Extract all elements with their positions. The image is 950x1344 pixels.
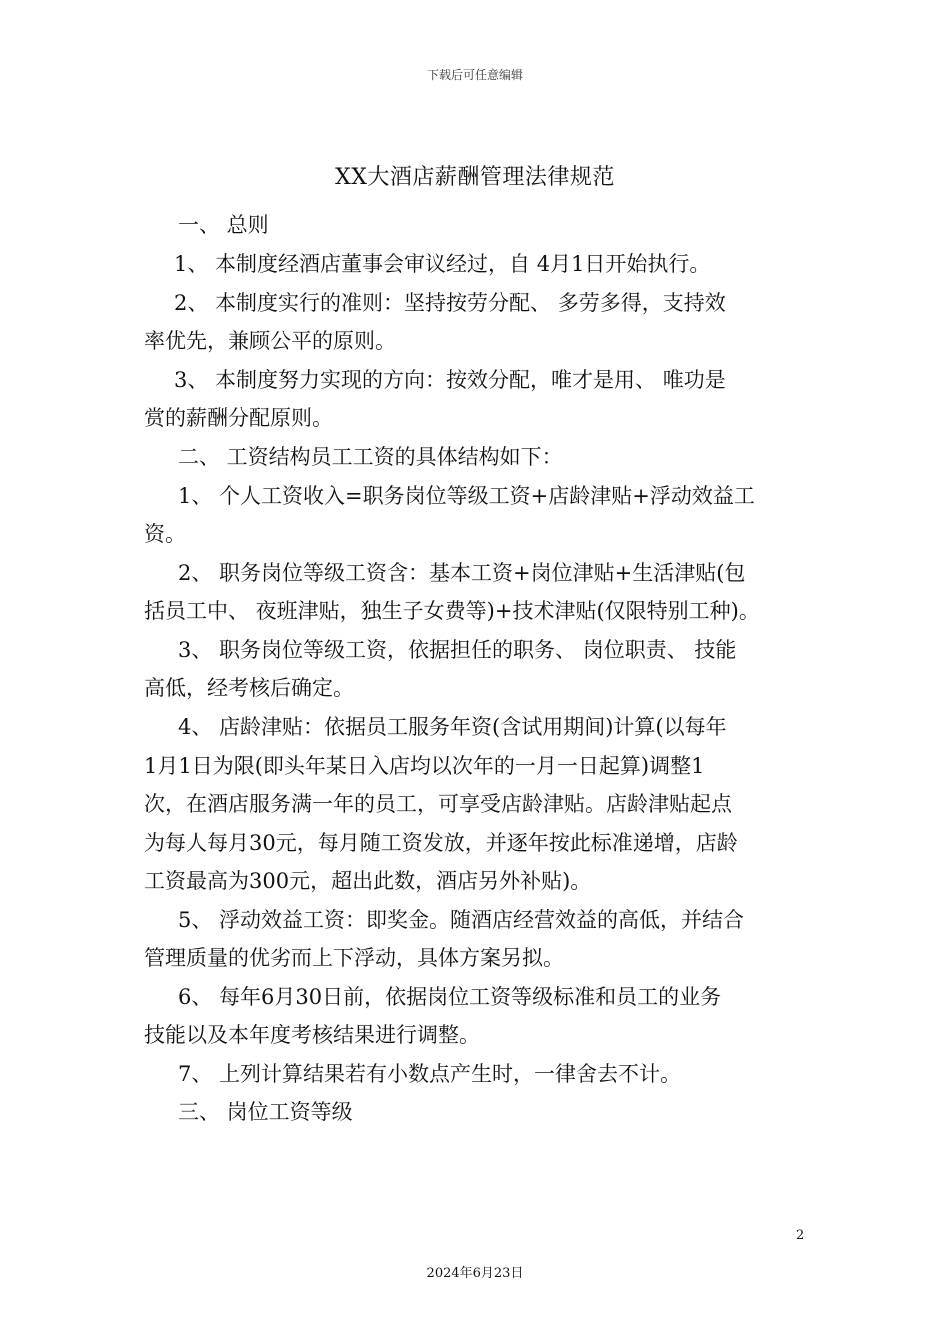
- paragraph-line: 率优先，兼顾公平的原则。: [144, 329, 396, 353]
- paragraph-line: 6、 每年6月30日前，依据岗位工资等级标准和员工的业务: [178, 985, 722, 1009]
- paragraph-line: 括员工中、 夜班津贴，独生子女费等)+技术津贴(仅限特别工种)。: [144, 599, 760, 623]
- paragraph-line: 3、 本制度努力实现的方向：按效分配，唯才是用、 唯功是: [174, 368, 726, 392]
- paragraph-line: 3、 职务岗位等级工资，依据担任的职务、 岗位职责、 技能: [178, 638, 737, 662]
- section-heading: 二、 工资结构员工工资的具体结构如下：: [178, 445, 563, 469]
- paragraph-line: 赏的薪酬分配原则。: [144, 406, 333, 430]
- section-heading: 一、 总则: [178, 213, 269, 237]
- paragraph-line: 管理质量的优劣而上下浮动，具体方案另拟。: [144, 946, 564, 970]
- paragraph-line: 高低，经考核后确定。: [144, 676, 354, 700]
- paragraph-line: 1、 本制度经酒店董事会审议经过，自 4月1日开始执行。: [174, 252, 711, 276]
- paragraph-line: 1月1日为限(即头年某日入店均以次年的一月一日起算)调整1: [144, 754, 705, 778]
- paragraph-line: 工资最高为300元，超出此数，酒店另外补贴)。: [144, 869, 592, 893]
- paragraph-line: 技能以及本年度考核结果进行调整。: [144, 1023, 480, 1047]
- page-header: 下载后可任意编辑: [426, 68, 523, 82]
- paragraph-line: 为每人每月30元，每月随工资发放，并逐年按此标准递增，店龄: [144, 831, 738, 855]
- paragraph-line: 次，在酒店服务满一年的员工，可享受店龄津贴。店龄津贴起点: [144, 792, 732, 816]
- paragraph-line: 7、 上列计算结果若有小数点产生时，一律舍去不计。: [178, 1062, 682, 1086]
- paragraph-line: 4、 店龄津贴：依据员工服务年资(含试用期间)计算(以每年: [178, 715, 727, 739]
- paragraph-line: 资。: [144, 522, 186, 546]
- page-number: 2: [796, 1228, 805, 1243]
- paragraph-line: 5、 浮动效益工资：即奖金。随酒店经营效益的高低，并结合: [178, 908, 745, 932]
- paragraph-line: 1、 个人工资收入=职务岗位等级工资+店龄津贴+浮动效益工: [178, 484, 755, 508]
- document-title: XX大酒店薪酬管理法律规范: [335, 165, 615, 190]
- paragraph-line: 2、 本制度实行的准则：坚持按劳分配、 多劳多得，支持效: [174, 291, 726, 315]
- paragraph-line: 2、 职务岗位等级工资含：基本工资+岗位津贴+生活津贴(包: [178, 561, 746, 585]
- section-heading: 三、 岗位工资等级: [178, 1100, 353, 1124]
- footer-date: 2024年6月23日: [426, 1266, 524, 1281]
